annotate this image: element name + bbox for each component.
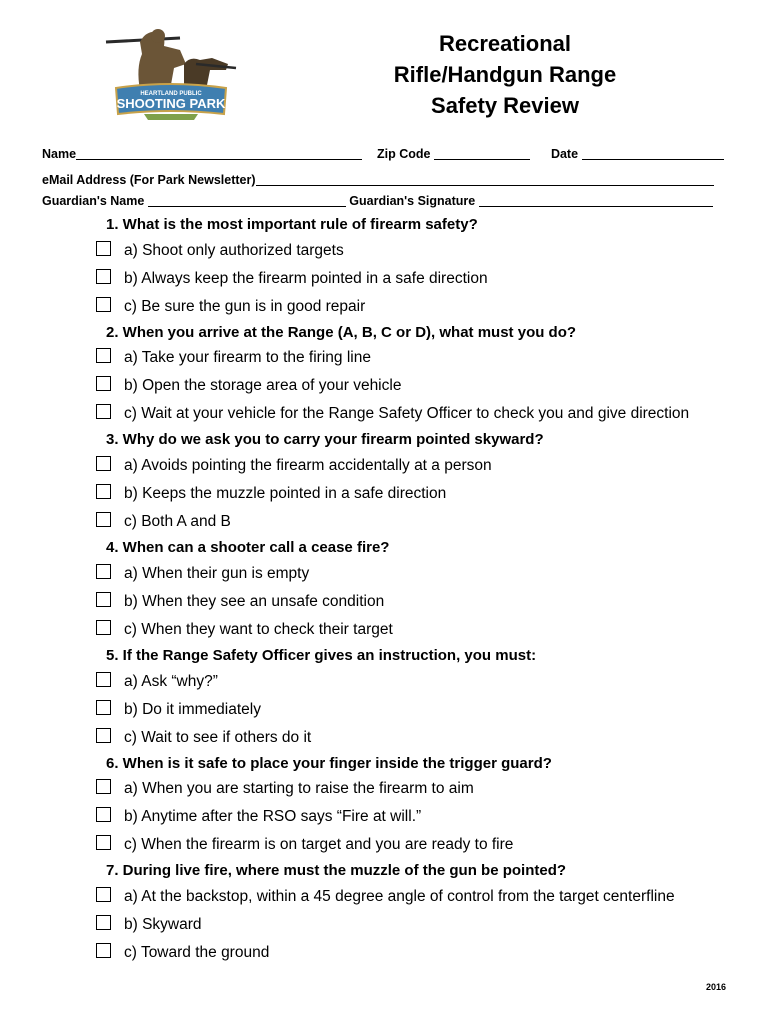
checkbox-2c[interactable] [96,404,111,419]
document-title [380,28,630,121]
date-field[interactable] [582,147,724,160]
option-4a [96,564,309,586]
email-field[interactable] [256,173,714,186]
title-line-2: Rifle/Handgun Range [393,62,617,87]
guardian-signature-field[interactable] [479,194,713,207]
option-7b [96,915,202,937]
question-6: 6. When is it safe to place your finger inside the trigger guard? [106,755,552,772]
option-3c [96,512,231,534]
option-label: a) Ask “why?” [124,673,218,690]
title-line-3: Safety Review [431,93,579,118]
checkbox-1b[interactable] [96,269,111,284]
option-6c [96,835,513,857]
option-label: c) Toward the ground [124,944,270,961]
option-1a [96,241,344,263]
checkbox-2a[interactable] [96,348,111,363]
checkbox-1c[interactable] [96,297,111,312]
option-label: a) Shoot only authorized targets [124,242,344,259]
guardian-signature-label: Guardian's Signature [349,194,476,208]
option-7a [96,887,675,909]
option-label: c) Wait to see if others do it [124,729,312,746]
option-label: b) Anytime after the RSO says “Fire at will.” [124,808,422,825]
option-1b [96,269,488,291]
option-label: c) Be sure the gun is in good repair [124,298,366,315]
option-4b [96,592,384,614]
name-field[interactable] [76,147,362,160]
option-3a [96,456,492,478]
option-4c [96,620,393,642]
checkbox-2b[interactable] [96,376,111,391]
checkbox-5c[interactable] [96,728,111,743]
title-line-1: Recreational [438,31,572,56]
question-1: 1. What is the most important rule of firearm safety? [106,216,478,233]
checkbox-7b[interactable] [96,915,111,930]
option-label: b) Always keep the firearm pointed in a safe direction [124,270,488,287]
checkbox-3b[interactable] [96,484,111,499]
logo-line2: SHOOTING PARK [116,96,226,111]
option-label: b) Keeps the muzzle pointed in a safe direction [124,485,447,502]
option-label: a) Take your firearm to the firing line [124,349,371,366]
option-2b [96,376,401,398]
checkbox-6c[interactable] [96,835,111,850]
option-label: c) Both A and B [124,513,231,530]
option-5a [96,672,218,694]
logo-line1: HEARTLAND PUBLIC [140,91,202,97]
checkbox-3a[interactable] [96,456,111,471]
option-label: a) Avoids pointing the firearm accidentally at a person [124,457,492,474]
info-row-1 [42,147,732,161]
email-label: eMail Address (For Park Newsletter) [42,173,256,187]
checkbox-6a[interactable] [96,779,111,794]
question-3: 3. Why do we ask you to carry your firearm pointed skyward? [106,431,544,448]
option-2a [96,348,371,370]
option-7c [96,943,269,965]
option-label: c) Wait at your vehicle for the Range Safety Officer to check you and give direction [124,405,690,422]
zip-field[interactable] [434,147,530,160]
option-6a [96,779,474,801]
question-2: 2. When you arrive at the Range (A, B, C or D), what must you do? [106,324,577,341]
date-label: Date [550,147,579,161]
question-5: 5. If the Range Safety Officer gives an instruction, you must: [106,647,537,664]
shooting-park-logo [100,24,240,126]
question-4: 4. When can a shooter call a cease fire? [106,539,390,556]
checkbox-4a[interactable] [96,564,111,579]
checkbox-6b[interactable] [96,807,111,822]
option-1c [96,297,365,319]
option-label: a) When you are starting to raise the firearm to aim [124,780,474,797]
checkbox-3c[interactable] [96,512,111,527]
option-label: b) When they see an unsafe condition [124,593,385,610]
info-row-2 [42,173,732,187]
option-label: c) When they want to check their target [124,621,393,638]
year-footer: 2016 [706,982,727,992]
checkbox-7a[interactable] [96,887,111,902]
zip-label: Zip Code [377,147,431,161]
info-row-3 [42,194,732,208]
option-6b [96,807,421,829]
guardian-name-field[interactable] [148,194,346,207]
option-5c [96,728,311,750]
guardian-name-label: Guardian's Name [42,194,145,208]
option-3b [96,484,446,506]
option-label: a) At the backstop, within a 45 degree angle of control from the target centerfline [124,888,675,905]
option-label: b) Open the storage area of your vehicle [124,377,402,394]
option-label: a) When their gun is empty [124,565,310,582]
checkbox-1a[interactable] [96,241,111,256]
checkbox-4b[interactable] [96,592,111,607]
name-label: Name [42,147,77,161]
option-label: c) When the firearm is on target and you are ready to fire [124,836,514,853]
question-7: 7. During live fire, where must the muzzle of the gun be pointed? [106,862,567,879]
checkbox-5a[interactable] [96,672,111,687]
checkbox-5b[interactable] [96,700,111,715]
option-label: b) Skyward [124,916,202,933]
option-5b [96,700,261,722]
option-label: b) Do it immediately [124,701,261,718]
checkbox-4c[interactable] [96,620,111,635]
option-2c [96,404,689,426]
checkbox-7c[interactable] [96,943,111,958]
